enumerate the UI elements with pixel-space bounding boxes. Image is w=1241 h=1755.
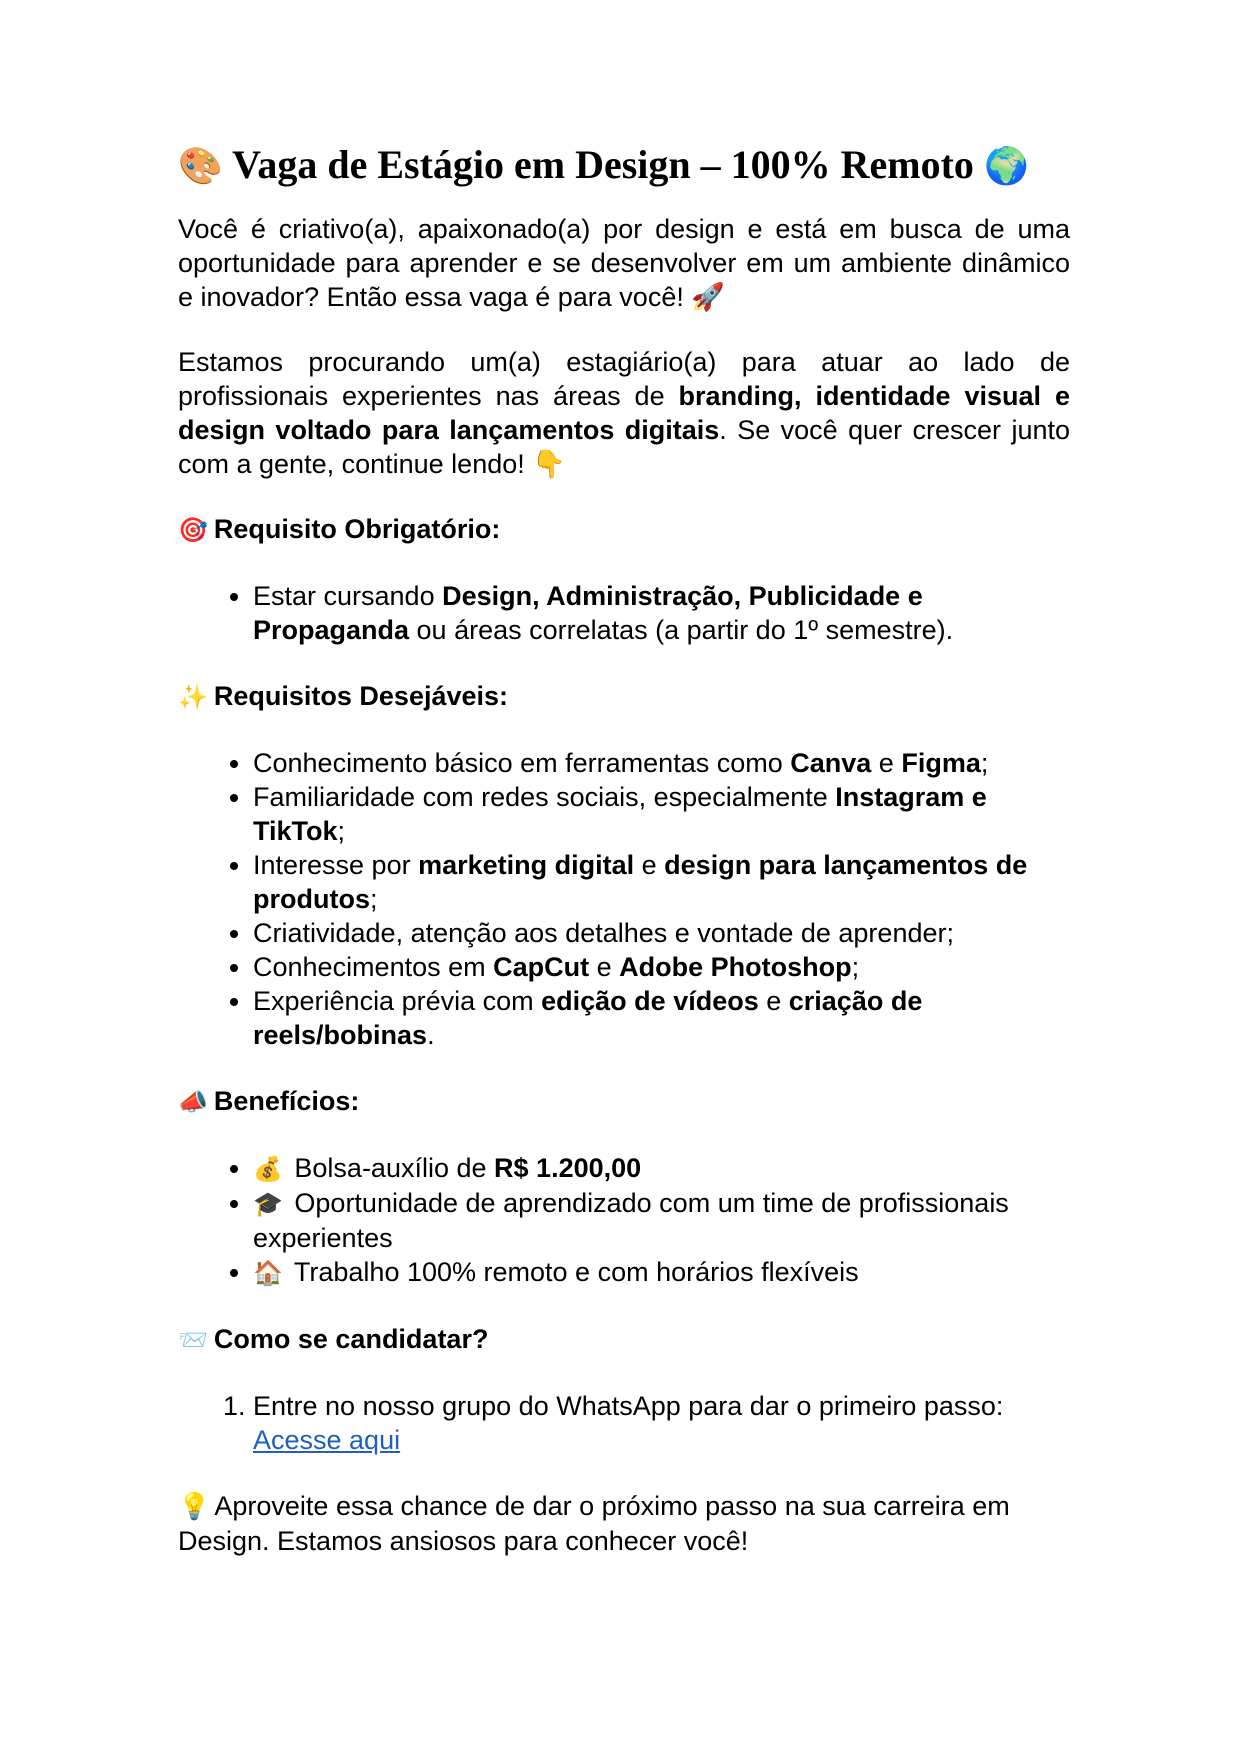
target-icon: 🎯: [178, 516, 208, 544]
desired-heading: ✨ Requisitos Desejáveis:: [178, 681, 509, 711]
apply-heading: 📨 Como se candidatar?: [178, 1324, 489, 1354]
light-bulb-icon: 💡: [178, 1492, 211, 1522]
list-item: • 🏠 Trabalho 100% remoto e com horários flexíveis: [253, 1255, 1070, 1290]
description-paragraph: Estamos procurando um(a) estagiário(a) para atuar ao lado de profissionais experientes nas áreas de branding, identidade visual e design voltado para lançamentos digitais. Se você quer crescer junto com a gente, continue lendo! 👇: [178, 347, 1071, 480]
page-title: [178, 140, 1070, 192]
document-page: [178, 140, 1070, 1558]
megaphone-icon: 📣: [178, 1088, 208, 1116]
list-item: • Conhecimento básico em ferramentas como Canva e Figma;: [253, 746, 1070, 780]
benefits-heading: 📣 Benefícios:: [178, 1086, 360, 1116]
required-list: [178, 579, 1070, 647]
list-item: • Estar cursando Design, Administração, Publicidade e Propaganda ou áreas correlatas (a partir do 1º semestre).: [253, 579, 1070, 647]
list-item: • Interesse por marketing digital e design para lançamentos de produtos;: [253, 848, 1070, 916]
pointing-down-icon: 👇: [532, 449, 566, 480]
desired-list: [178, 746, 1070, 1052]
rocket-icon: 🚀: [691, 282, 725, 313]
required-heading: 🎯 Requisito Obrigatório:: [178, 514, 501, 544]
money-bag-icon: 💰: [253, 1155, 283, 1183]
list-item: 1. Entre no nosso grupo do WhatsApp para dar o primeiro passo: Acesse aqui: [253, 1389, 1070, 1457]
list-item: • Criatividade, atenção aos detalhes e vontade de aprender;: [253, 916, 1070, 950]
list-item: • 🎓 Oportunidade de aprendizado com um time de profissionais experientes: [253, 1186, 1070, 1255]
palette-icon: 🎨: [178, 146, 223, 187]
house-icon: 🏠: [253, 1259, 283, 1287]
envelope-icon: 📨: [178, 1326, 208, 1354]
list-item: • Experiência prévia com edição de vídeos e criação de reels/bobinas.: [253, 984, 1070, 1052]
apply-steps: [178, 1389, 1070, 1457]
sparkles-icon: ✨: [178, 683, 208, 711]
globe-icon: 🌍: [983, 146, 1029, 187]
benefits-list: [178, 1151, 1070, 1290]
list-item: • Conhecimentos em CapCut e Adobe Photoshop;: [253, 950, 1070, 984]
graduation-cap-icon: 🎓: [253, 1190, 283, 1218]
title-text: Vaga de Estágio em Design – 100% Remoto: [232, 142, 974, 187]
closing-paragraph: 💡 Aproveite essa chance de dar o próximo passo na sua carreira em Design. Estamos ansiosos para conhecer você!: [178, 1491, 1010, 1556]
intro-paragraph: Você é criativo(a), apaixonado(a) por design e está em busca de uma oportunidade para aprender e se desenvolver em um ambiente dinâmico e inovador? Então essa vaga é para você! 🚀: [178, 214, 1070, 313]
whatsapp-group-link[interactable]: Acesse aqui: [253, 1425, 401, 1455]
list-item: • 💰 Bolsa-auxílio de R$ 1.200,00: [253, 1151, 1070, 1186]
list-item: • Familiaridade com redes sociais, especialmente Instagram e TikTok;: [253, 780, 1070, 848]
